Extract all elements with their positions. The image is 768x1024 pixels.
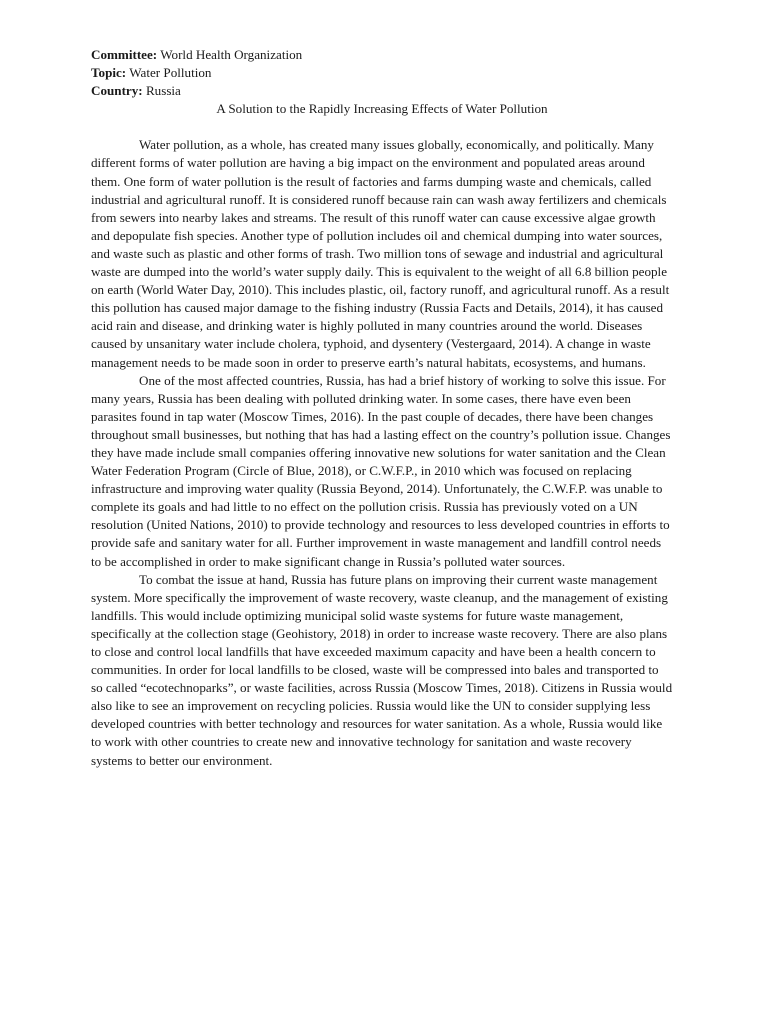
- document-body: [91, 136, 673, 769]
- document-page: [91, 46, 673, 770]
- topic-value: Water Pollution: [129, 65, 212, 81]
- paragraph-1: Water pollution, as a whole, has created many issues globally, economically, and politically. Many different forms of water pollution are having a big impact on the environment and populated areas around them. One form of water pollution is the result of factories and farms dumping waste and chemicals, called industrial and agricultural runoff. It is considered runoff because rain can wash away fertilizers and chemicals from sewers into nearby lakes and streams. The result of this runoff water can cause excessive algae growth and depopulate fish species. Another type of pollution includes oil and chemical dumping into water sources, and waste such as plastic and other forms of trash. Two million tons of sewage and industrial and agricultural waste are dumped into the world’s water supply daily. This is equivalent to the weight of all 6.8 billion people on earth (World Water Day, 2010). This includes plastic, oil, factory runoff, and agricultural runoff. As a result this pollution has caused major damage to the fishing industry (Russia Facts and Details, 2014), it has caused acid rain and disease, and drinking water is highly polluted in many countries around the world. Diseases caused by unsanitary water include cholera, typhoid, and dysentery (Vestergaard, 2014). A change in waste management needs to be made soon in order to preserve earth’s natural habitats, ecosystems, and humans.: [91, 137, 670, 370]
- document-title: A Solution to the Rapidly Increasing Effects of Water Pollution: [216, 101, 548, 117]
- committee-label: Committee:: [91, 47, 158, 62]
- country-value: Russia: [145, 83, 181, 99]
- country-line: [91, 82, 673, 100]
- topic-label: Topic:: [91, 65, 127, 81]
- country-label: Country:: [91, 83, 143, 99]
- paragraph-3: To combat the issue at hand, Russia has future plans on improving their current waste management system. More specifically the improvement of waste recovery, waste cleanup, and the management of existing landfills. This would include optimizing municipal solid waste systems for future waste management, specifically at the collection stage (Geohistory, 2018) in order to increase waste recovery. There are also plans to close and control local landfills that have exceeded maximum capacity and have been a health concern to communities. In order for local landfills to be closed, waste will be compressed into bales and transported to so called “ecotechnoparks”, or waste facilities, across Russia (Moscow Times, 2018). Citizens in Russia would also like to see an improvement on recycling policies. Russia would like the UN to consider supplying less developed countries with better technology and resources for water sanitation. As a whole, Russia would like to work with other countries to create new and innovative technology for sanitation and waste recovery systems to better our environment.: [91, 571, 673, 768]
- committee-line: [91, 46, 673, 64]
- paragraph-2: One of the most affected countries, Russia, has had a brief history of working to solve this issue. For many years, Russia has been dealing with polluted drinking water. In some cases, there have even been parasites found in tap water (Moscow Times, 2016). In the past couple of decades, there have been changes throughout small businesses, but nothing that has had a lasting effect on the country’s pollution issue. Changes they have made include small companies offering innovative new solutions for water sanitation and the Clean Water Federation Program (Circle of Blue, 2018), or C.W.F.P., in 2010 which was focused on replacing infrastructure and improving water quality (Russia Beyond, 2014). Unfortunately, the C.W.F.P. was unable to complete its goals and had little to no effect on the pollution crisis. Russia has previously voted on a UN resolution (United Nations, 2010) to provide technology and resources to less developed countries in efforts to provide safe and sanitary water for all. Further improvement in waste management and landfill control needs to be accomplished in order to make significant change in Russia’s polluted water sources.: [91, 372, 671, 569]
- committee-value: World Health Organization: [160, 47, 303, 62]
- topic-line: [91, 64, 673, 82]
